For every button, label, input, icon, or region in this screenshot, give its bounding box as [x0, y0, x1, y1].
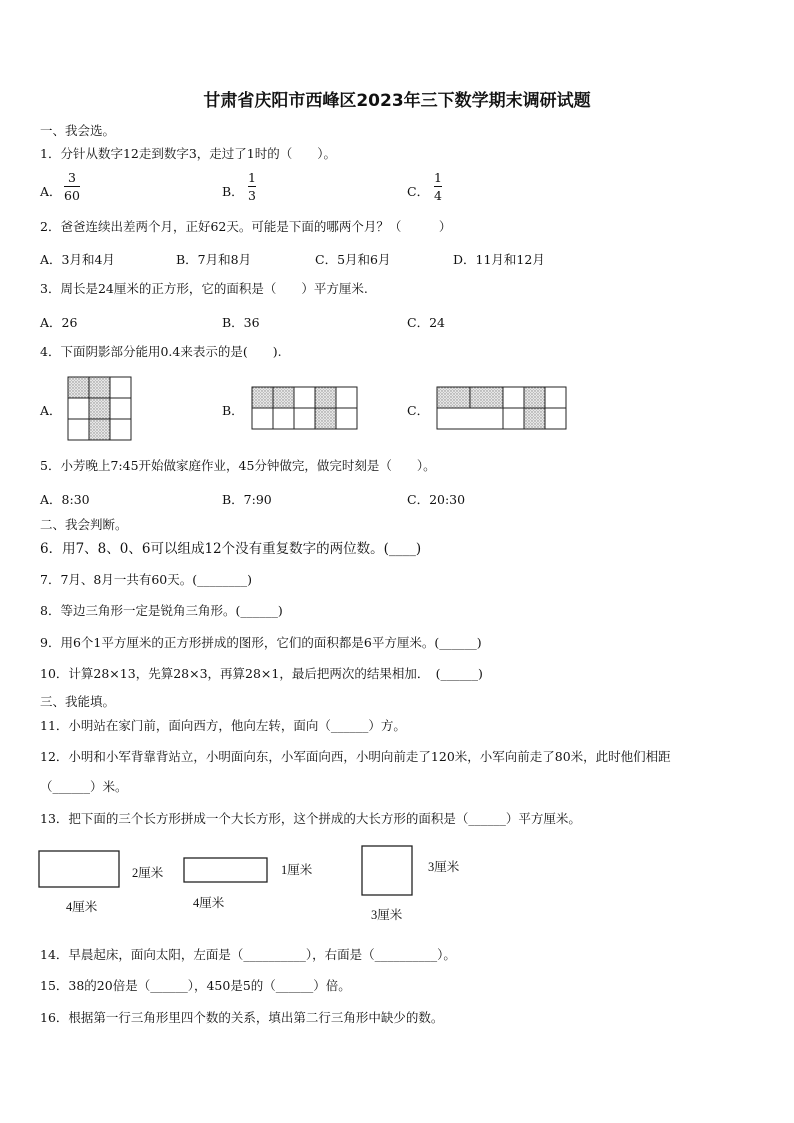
q5-option-c: C．20:30 [407, 492, 466, 507]
q4-option-b-label: B． [222, 403, 244, 418]
rect-4x2 [39, 851, 119, 887]
rect-1-height-label: 2厘米 [132, 866, 164, 880]
fill-question-12-line-2: （______）米。 [40, 779, 128, 794]
grid-c-shaded-cell [524, 408, 545, 429]
fill-question-13: 13．把下面的三个长方形拼成一个大长方形，这个拼成的大长方形的面积是（______）平方厘米。 [40, 811, 581, 826]
grid-a-shaded-cell [68, 377, 89, 398]
rect-3-height-label: 3厘米 [428, 860, 460, 874]
rect-2-width-label: 4厘米 [193, 896, 225, 910]
q5-option-b: B．7:90 [222, 492, 272, 507]
q4-grid-b [252, 387, 357, 429]
q1-option-b-label: B． [222, 184, 244, 199]
q3-option-a: A．26 [40, 315, 78, 330]
fraction-denominator: 60 [64, 188, 80, 203]
q1-option-c-label: C． [407, 184, 430, 199]
grid-b-shaded-cell [315, 387, 336, 408]
fill-question-12-line-1: 12．小明和小军背靠背站立，小明面向东，小军面向西，小明向前走了120米，小军向前走了80米，此时他们相距 [40, 749, 671, 764]
judge-question-7: 7．7月、8月一共有60天。(________) [40, 572, 253, 587]
fraction-numerator: 3 [67, 170, 76, 185]
grid-c-shaded-cell [470, 387, 503, 408]
q3-option-b: B．36 [222, 315, 260, 330]
q4-option-a-label: A． [40, 403, 62, 418]
grid-b-shaded-cell [315, 408, 336, 429]
rect-4x1 [184, 858, 267, 882]
rect-3-width-label: 3厘米 [371, 908, 403, 922]
q5-option-a: A．8:30 [40, 492, 90, 507]
grid-c-shaded-cell [437, 387, 470, 408]
grid-a-shaded-cell [89, 398, 110, 419]
question-2: 2．爸爸连续出差两个月，正好62天。可能是下面的哪两个月？（ ） [40, 219, 452, 234]
judge-question-10: 10．计算28×13，先算28×3，再算28×1，最后把两次的结果相加． (______) [40, 666, 483, 681]
rect-1-width-label: 4厘米 [66, 900, 98, 914]
page-title: 甘肃省庆阳市西峰区2023年三下数学期末调研试题 [203, 91, 591, 111]
question-4: 4．下面阴影部分能用0.4来表示的是( ). [40, 344, 282, 359]
q2-option-d: D．11月和12月 [453, 252, 545, 267]
section-heading-choice: 一、我会选。 [40, 123, 116, 138]
grid-a-shaded-cell [89, 419, 110, 440]
fill-question-11: 11．小明站在家门前，面向西方，他向左转，面向（______）方。 [40, 718, 406, 733]
fraction-numerator: 1 [248, 170, 256, 185]
q2-option-c: C．5月和6月 [315, 252, 391, 267]
grid-b-shaded-cell [252, 387, 273, 408]
question-3: 3．周长是24厘米的正方形，它的面积是（ ）平方厘米. [40, 281, 368, 296]
judge-question-9: 9．用6个1平方厘米的正方形拼成的图形，它们的面积都是6平方厘米。(______) [40, 635, 482, 650]
q1-option-a-label: A． [40, 184, 62, 199]
fill-question-14: 14．早晨起床，面向太阳，左面是（__________），右面是（__________）。 [40, 947, 456, 962]
q4-option-c-label: C． [407, 403, 430, 418]
judge-question-8: 8．等边三角形一定是锐角三角形。(______) [40, 603, 283, 618]
q4-grid-a [68, 377, 131, 440]
judge-question-6: 6．用7、8、0、6可以组成12个没有重复数字的两位数。(____) [40, 541, 422, 557]
q2-option-b: B．7月和8月 [176, 252, 252, 267]
grid-c-shaded-cell [524, 387, 545, 408]
grid-b-shaded-cell [273, 387, 294, 408]
fill-question-15: 15．38的20倍是（______），450是5的（______）倍。 [40, 978, 351, 993]
section-heading-fill: 三、我能填。 [40, 694, 116, 709]
grid-a-shaded-cell [89, 377, 110, 398]
fraction-denominator: 3 [248, 188, 256, 203]
question-1: 1．分针从数字12走到数字3，走过了1时的（ ）。 [40, 146, 337, 161]
q3-option-c: C．24 [407, 315, 445, 330]
fill-question-16: 16．根据第一行三角形里四个数的关系，填出第二行三角形中缺少的数。 [40, 1010, 444, 1025]
q4-grid-c [437, 387, 566, 429]
fraction-numerator: 1 [434, 170, 442, 185]
fraction-denominator: 4 [434, 188, 442, 203]
section-heading-judge: 二、我会判断。 [40, 517, 128, 532]
q2-option-a: A．3月和4月 [40, 252, 115, 267]
question-5: 5．小芳晚上7:45开始做家庭作业，45分钟做完，做完时刻是（ ）。 [40, 458, 436, 473]
rect-3x3 [362, 846, 412, 895]
rect-2-height-label: 1厘米 [281, 863, 313, 877]
